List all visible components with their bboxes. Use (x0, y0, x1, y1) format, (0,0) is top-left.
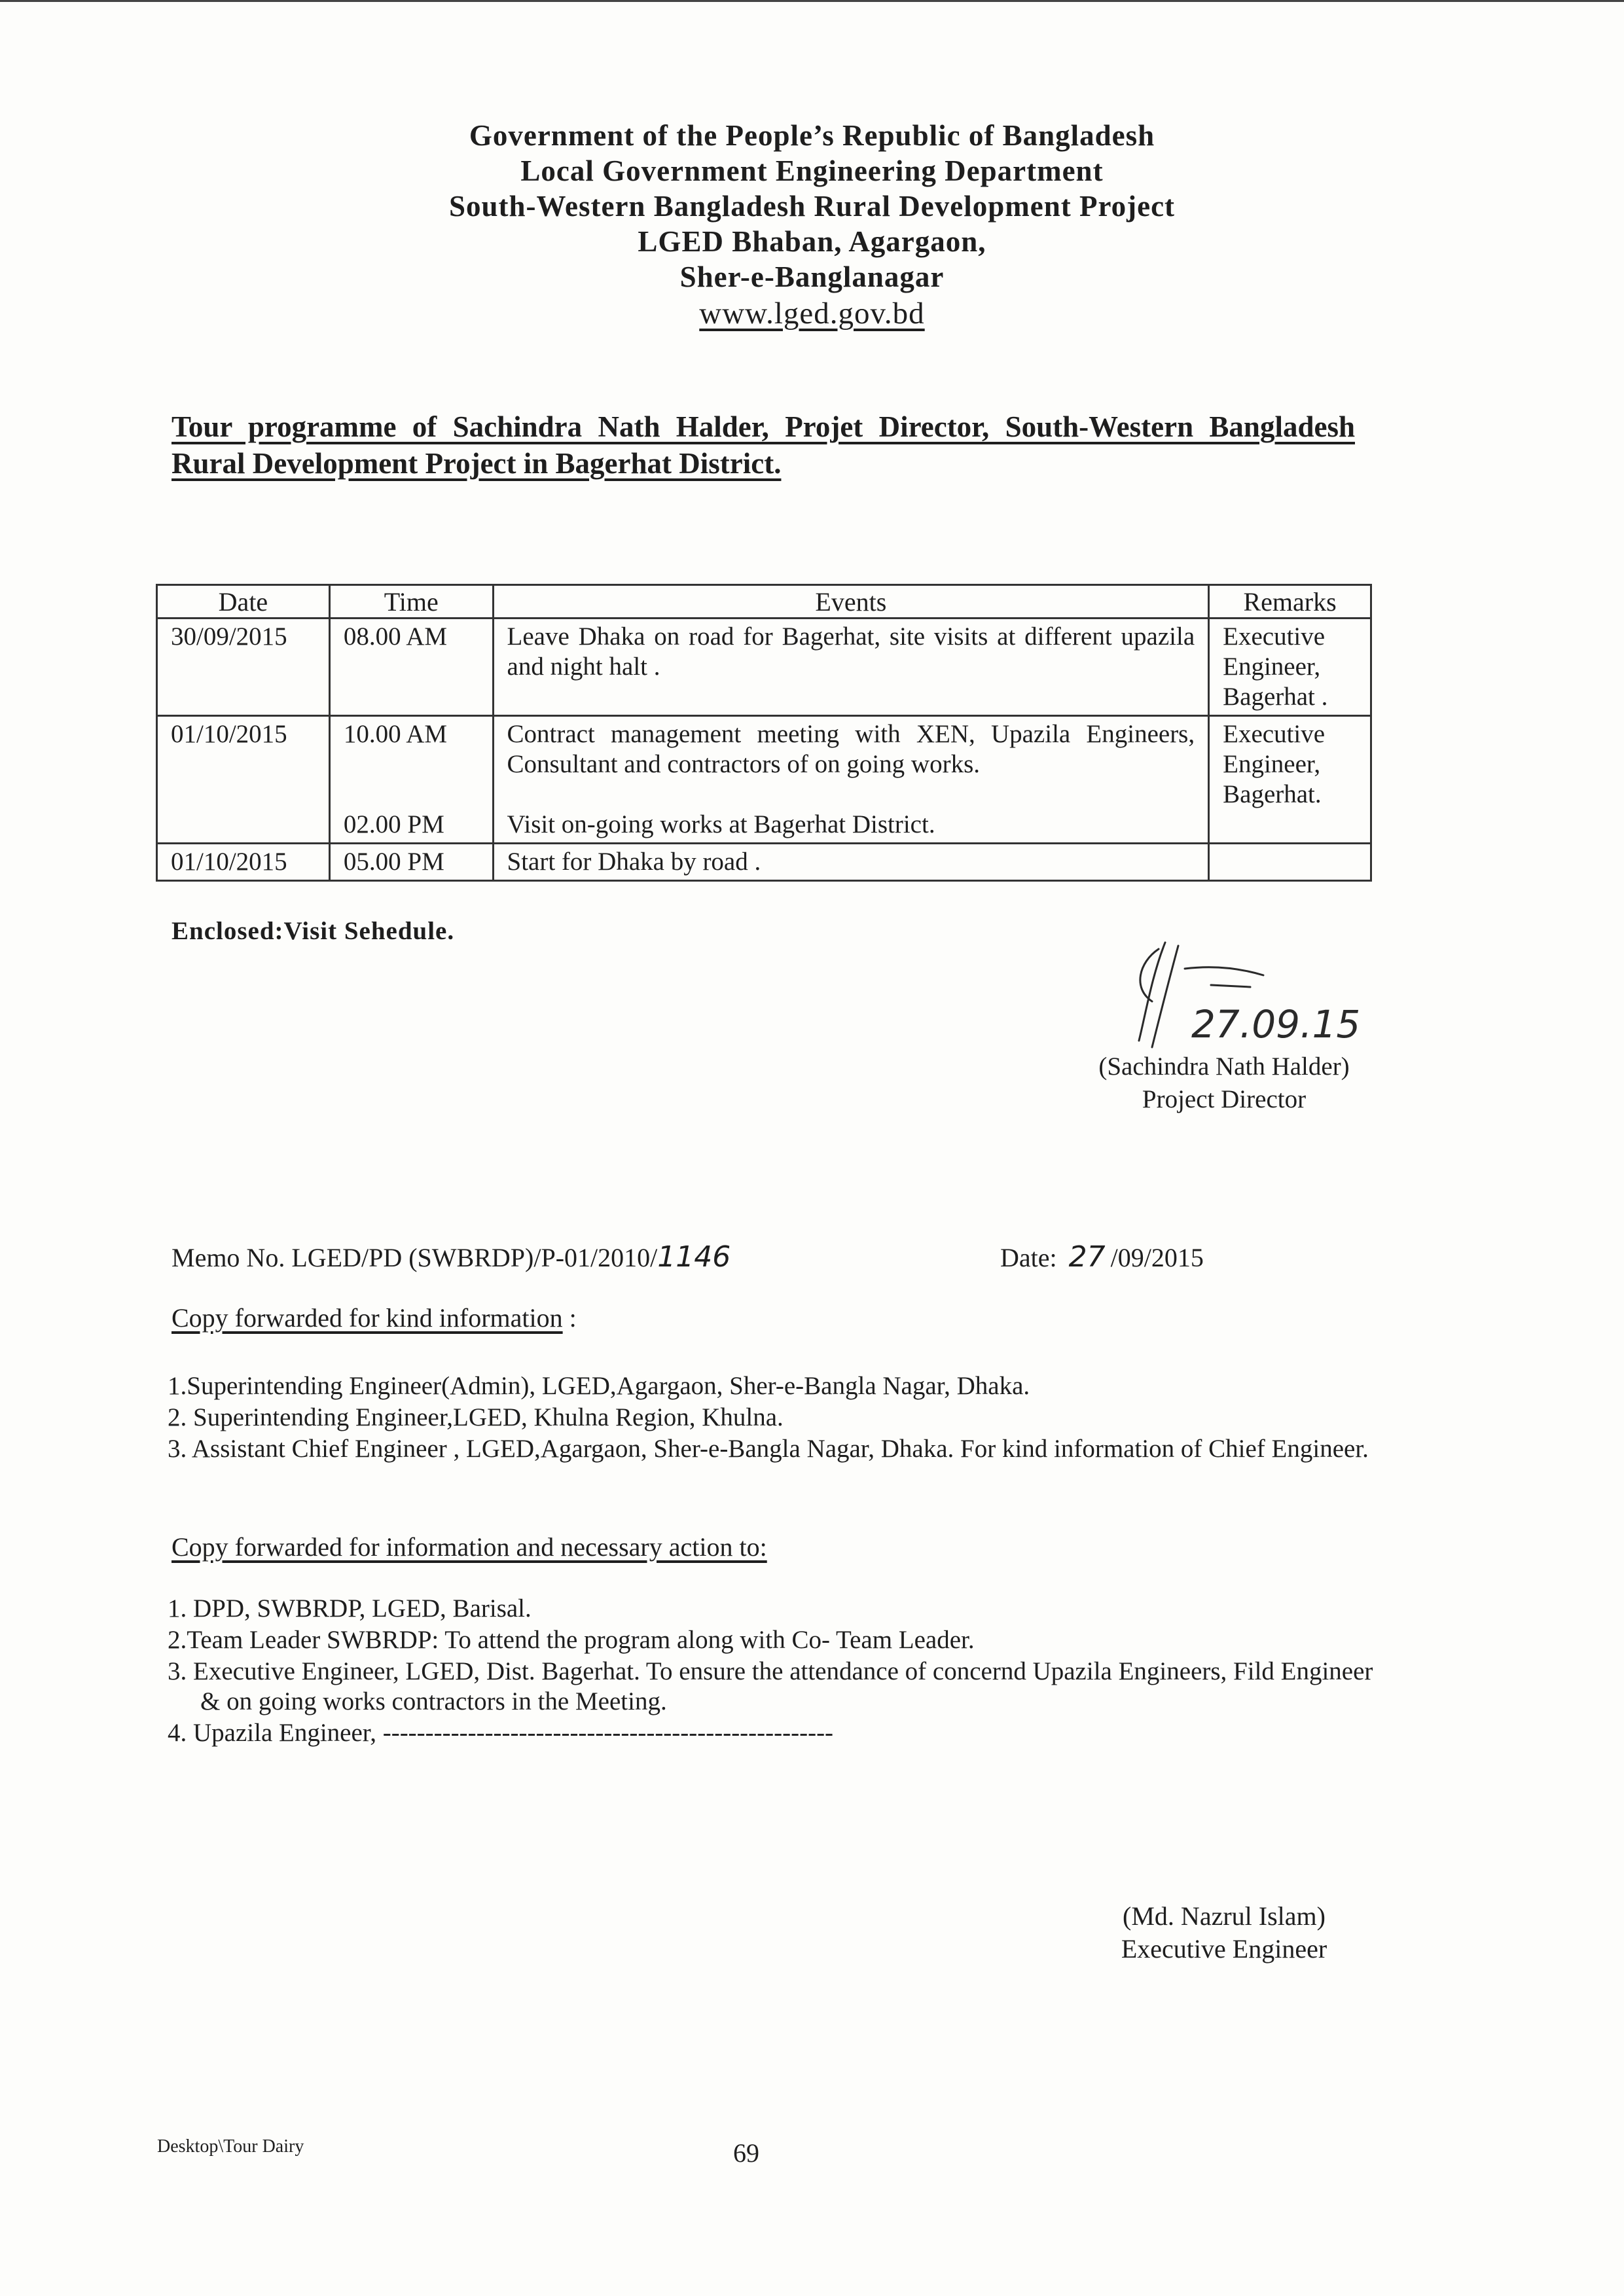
column-header-date: Date (157, 585, 330, 619)
copy-heading-text: Copy forwarded for information and necessary action to: (171, 1532, 767, 1562)
date-rest: /09/2015 (1110, 1243, 1204, 1272)
list-item: 3. Executive Engineer, LGED, Dist. Bagerhat. To ensure the attendance of concernd Upazila Engineers, Fild Engineer & on going works contractors in the Meeting. (168, 1657, 1373, 1715)
letterhead-line-department: Local Government Engineering Department (520, 154, 1104, 187)
enclosure-note: Enclosed:Visit Sehedule. (171, 917, 455, 945)
memo-date (1000, 1240, 1204, 1274)
letterhead-line-area: Sher-e-Banglanagar (679, 260, 945, 293)
remarks-cell (1209, 844, 1371, 881)
letterhead-line-project: South-Western Bangladesh Rural Development Project (448, 190, 1176, 223)
list-item: 4. Upazila Engineer, ----------------------------------------------------- (168, 1719, 834, 1747)
website-link[interactable]: www.lged.gov.bd (699, 296, 925, 331)
table-header-row (157, 585, 1371, 619)
column-header-time: Time (329, 585, 493, 619)
signatory-designation: Project Director (1142, 1085, 1307, 1113)
event-cell: Leave Dhaka on road for Bagerhat, site visits at different upazila and night halt . (493, 619, 1209, 716)
column-header-events: Events (493, 585, 1209, 619)
page-number: 69 (733, 2138, 759, 2168)
tour-schedule-table (156, 584, 1372, 882)
list-item: 3. Assistant Chief Engineer , LGED,Agargaon, Sher-e-Bangla Nagar, Dhaka. For kind information of Chief Engineer. (168, 1435, 1369, 1463)
table-row (157, 844, 1371, 881)
signatory-designation: Executive Engineer (1121, 1934, 1327, 1964)
remarks-cell: Executive Engineer, Bagerhat. (1209, 716, 1371, 844)
list-item: 2.Team Leader SWBRDP: To attend the program along with Co- Team Leader. (168, 1626, 975, 1654)
signature-block-executive-engineer (1021, 1900, 1427, 1965)
top-edge-line (0, 0, 1624, 2)
document-title: Tour programme of Sachindra Nath Halder, Projet Director, South-Western Bangladesh Rural Development Project in Bagerhat District. (171, 410, 1355, 480)
memo-number (171, 1240, 731, 1274)
column-header-remarks: Remarks (1209, 585, 1371, 619)
date-cell: 30/09/2015 (157, 619, 330, 716)
letterhead (0, 118, 1624, 332)
copy-heading-necessary-action (171, 1532, 767, 1562)
date-cell: 01/10/2015 (157, 844, 330, 881)
remarks-cell: Executive Engineer, Bagerhat . (1209, 619, 1371, 716)
handwritten-signature-project-director (1113, 929, 1362, 1060)
letterhead-line-government: Government of the People’s Republic of Bangladesh (469, 119, 1155, 152)
letterhead-line-building: LGED Bhaban, Agargaon, (638, 225, 986, 258)
copy-heading-suffix: : (562, 1303, 577, 1333)
copy-list-necessary-action (168, 1594, 1385, 1749)
date-handwritten-day: 27 (1068, 1240, 1106, 1274)
time-cell: 05.00 PM (329, 844, 493, 881)
table-row (157, 619, 1371, 716)
event-cell (493, 716, 1209, 844)
table-row (157, 716, 1371, 844)
event-slot-2: Visit on-going works at Bagerhat District. (507, 810, 935, 838)
list-item: 1.Superintending Engineer(Admin), LGED,Agargaon, Sher-e-Bangla Nagar, Dhaka. (168, 1372, 1030, 1400)
event-slot-1: Contract management meeting with XEN, Upazila Engineers, Consultant and contractors of on going works. (507, 720, 1195, 778)
date-label: Date: (1000, 1243, 1057, 1272)
signatory-name: (Md. Nazrul Islam) (1123, 1901, 1326, 1931)
list-item: 2. Superintending Engineer,LGED, Khulna Region, Khulna. (168, 1403, 784, 1431)
date-cell: 01/10/2015 (157, 716, 330, 844)
memo-handwritten-number: 1146 (657, 1240, 731, 1274)
event-cell: Start for Dhaka by road . (493, 844, 1209, 881)
list-item: 1. DPD, SWBRDP, LGED, Barisal. (168, 1594, 532, 1623)
handwritten-date: 27.09.15 (1191, 1002, 1361, 1047)
copy-list-kind-information (168, 1371, 1385, 1465)
time-cell: 08.00 AM (329, 619, 493, 716)
copy-heading-kind-information (171, 1302, 577, 1333)
time-cell (329, 716, 493, 844)
time-slot-1: 10.00 AM (343, 720, 448, 748)
time-slot-2: 02.00 PM (343, 810, 444, 838)
memo-prefix: Memo No. LGED/PD (SWBRDP)/P-01/2010/ (171, 1243, 658, 1272)
signature-block-project-director (1021, 1050, 1427, 1116)
copy-heading-text: Copy forwarded for kind information (171, 1303, 563, 1333)
signatory-name: (Sachindra Nath Halder) (1098, 1052, 1350, 1081)
footer-file-path: Desktop\Tour Dairy (157, 2136, 304, 2157)
